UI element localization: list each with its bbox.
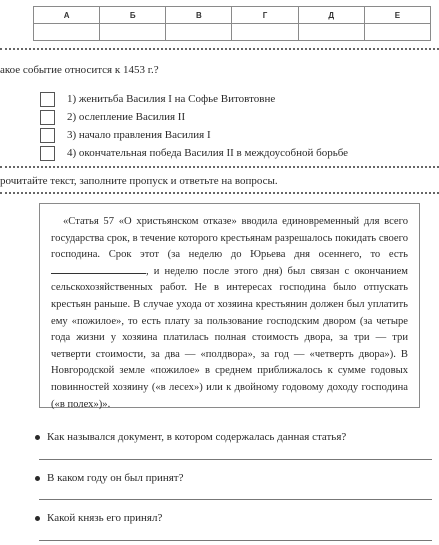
source-text-box [39,203,420,408]
option-1-label: 1) женитьба Василия I на Софье Витовтовне [67,93,276,105]
answer-cell[interactable] [166,24,232,41]
fill-in-blank[interactable] [51,272,146,274]
section-divider [0,166,439,168]
passage-part-1: «Статья 57 «О христьянском отказе» вводила единовременный для всего государства срок, в течение которого крестьянам разрешалось покидать своего господина. Срок этот (за неделю до Юрьева дня осеннего, то есть [51,216,408,261]
answer-cell[interactable] [100,24,166,41]
answer-table [33,6,431,41]
answer-table-header-e: Е [364,7,430,24]
question-1-options [40,90,348,162]
answer-table-input-row [34,24,431,41]
question-1-text: акое событие относится к 1453 г.? [0,64,159,76]
bullet-icon [35,516,40,521]
answer-line-2[interactable] [39,499,432,500]
answer-cell[interactable] [364,24,430,41]
question-year-text: В каком году он был принят? [47,472,184,484]
answer-table-header-row [34,7,431,24]
option-4-checkbox[interactable] [40,146,55,161]
option-3[interactable] [40,126,348,144]
question-year [35,472,183,484]
answer-table-header-a: А [34,7,100,24]
option-1-checkbox[interactable] [40,92,55,107]
task-2-instruction: рочитайте текст, заполните пропуск и ответьте на вопросы. [0,175,278,187]
answer-table-header-d: Д [298,7,364,24]
question-document-name [35,431,346,443]
answer-table-header-g: Г [232,7,298,24]
answer-line-3[interactable] [39,540,432,541]
question-prince-text: Какой князь его принял? [47,512,163,524]
option-2-label: 2) ослепление Василия II [67,111,186,123]
section-divider [0,192,439,194]
option-2-checkbox[interactable] [40,110,55,125]
answer-line-1[interactable] [39,459,432,460]
option-4[interactable] [40,144,348,162]
bullet-icon [35,476,40,481]
section-divider [0,48,439,50]
option-3-label: 3) начало правления Василия I [67,129,211,141]
option-1[interactable] [40,90,348,108]
source-passage [40,214,419,413]
answer-cell[interactable] [232,24,298,41]
passage-part-2: , и неделю после этого дня) был связан с окончанием сельскохозяйственных работ. Не в интересах господина было отпускать крестьян раньше. В случае ухода от хозяина крестьянин должен был уплатить ему «пожилое», то есть плату за пользование господским двором (за четыре года жизни у хозяина платилась полная стоимость двора, за три — три четверти стоимости, за два — «полдвора», за год — «четверть двора»). В Новгородской земле «пожилое» в среднем приближалось к сумме годовых повинностей хозяину («в лесех») или к двойному годовому доходу господина («в полех»)». [51,265,408,410]
answer-cell[interactable] [34,24,100,41]
answer-table-header-v: В [166,7,232,24]
option-3-checkbox[interactable] [40,128,55,143]
answer-cell[interactable] [298,24,364,41]
question-document-name-text: Как назывался документ, в котором содержалась данная статья? [47,431,347,443]
answer-table-header-b: Б [100,7,166,24]
option-2[interactable] [40,108,348,126]
question-prince [35,512,162,524]
option-4-label: 4) окончательная победа Василия II в междоусобной борьбе [67,147,349,159]
bullet-icon [35,435,40,440]
